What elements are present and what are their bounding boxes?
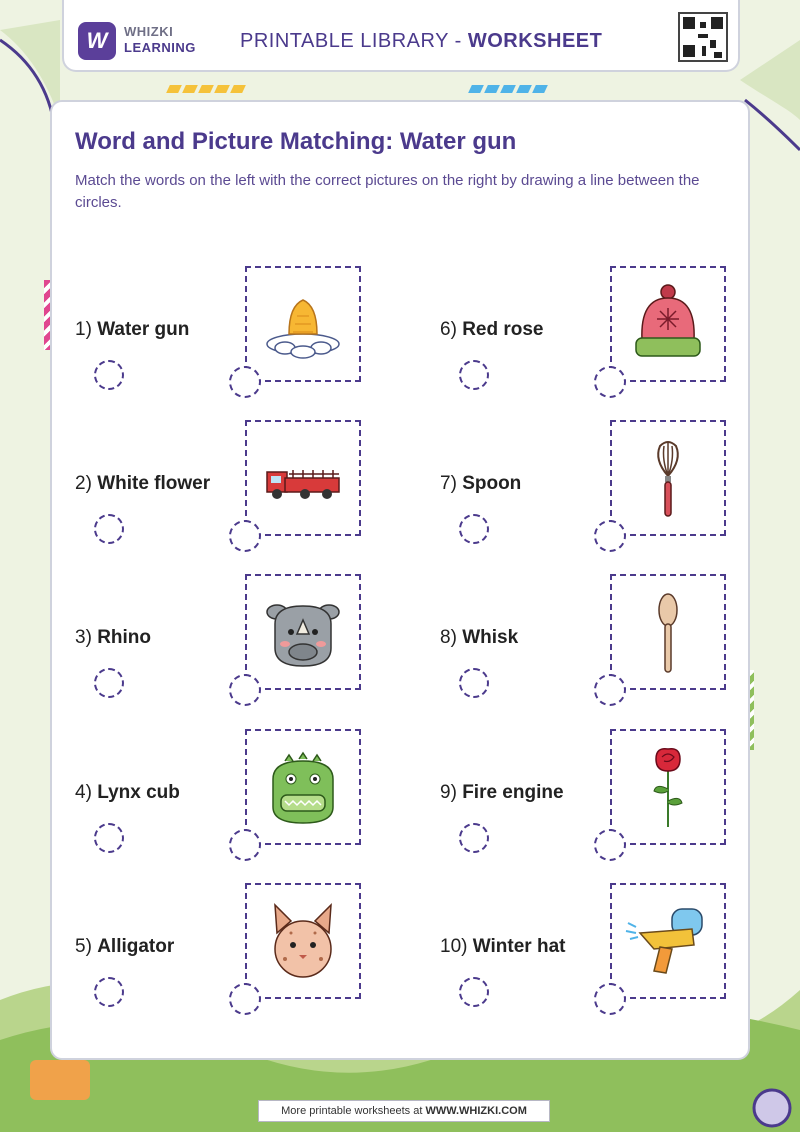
blue-stripes: [470, 80, 550, 90]
item-number: 3): [75, 627, 92, 648]
item-word: Red rose: [462, 319, 544, 340]
word-circle-10[interactable]: [459, 977, 489, 1007]
item-word: Spoon: [462, 473, 522, 494]
qr-code-icon: [678, 12, 728, 62]
picture-circle-7[interactable]: [594, 520, 626, 552]
word-circle-8[interactable]: [459, 668, 489, 698]
daisy-flower-icon: [255, 276, 351, 372]
picture-box-lynx-cub: [245, 883, 361, 999]
picture-circle-4[interactable]: [229, 829, 261, 861]
whisk-icon: [620, 430, 716, 526]
picture-box-red-rose: [610, 729, 726, 845]
worksheet-instructions: Match the words on the left with the correct pictures on the right by drawing a line between the circles.: [75, 172, 700, 211]
picture-box-daisy: [245, 266, 361, 382]
item-word: Rhino: [97, 627, 152, 648]
brand-name: [124, 24, 196, 56]
item-word: Water gun: [97, 319, 190, 340]
word-item-5: [75, 936, 174, 958]
red-rose-icon: [620, 739, 716, 835]
winter-hat-icon: [620, 276, 716, 372]
picture-box-water-gun: [610, 883, 726, 999]
picture-circle-1[interactable]: [229, 366, 261, 398]
item-word: Whisk: [462, 627, 519, 648]
item-number: 10): [440, 936, 468, 957]
footer-link[interactable]: WWW.WHIZKI.COM: [425, 1105, 527, 1117]
word-circle-3[interactable]: [94, 668, 124, 698]
word-circle-7[interactable]: [459, 514, 489, 544]
brand-bottom: LEARNING: [124, 40, 196, 55]
item-word: Winter hat: [472, 936, 566, 957]
picture-box-rhino: [245, 574, 361, 690]
word-circle-5[interactable]: [94, 977, 124, 1007]
word-item-4: [75, 782, 180, 804]
yellow-stripes: [168, 80, 248, 90]
word-item-8: [440, 627, 518, 649]
word-item-3: [75, 627, 151, 649]
word-circle-1[interactable]: [94, 360, 124, 390]
item-number: 2): [75, 473, 92, 494]
item-word: Lynx cub: [97, 782, 180, 803]
lynx-cub-icon: [255, 893, 351, 989]
header-title-bold: WORKSHEET: [467, 30, 603, 52]
picture-circle-10[interactable]: [594, 983, 626, 1015]
item-number: 6): [440, 319, 457, 340]
item-number: 4): [75, 782, 92, 803]
picture-circle-9[interactable]: [594, 829, 626, 861]
fire-engine-icon: [255, 430, 351, 526]
item-word: White flower: [97, 473, 211, 494]
spoon-icon: [620, 584, 716, 680]
picture-circle-2[interactable]: [229, 520, 261, 552]
item-word: Fire engine: [462, 782, 564, 803]
picture-circle-6[interactable]: [594, 366, 626, 398]
header-title: [240, 30, 602, 53]
item-number: 8): [440, 627, 457, 648]
word-item-6: [440, 319, 544, 341]
header-title-regular: PRINTABLE LIBRARY -: [240, 30, 468, 52]
picture-box-alligator: [245, 729, 361, 845]
footer-text: More printable worksheets at: [281, 1105, 426, 1117]
picture-circle-5[interactable]: [229, 983, 261, 1015]
word-circle-9[interactable]: [459, 823, 489, 853]
word-item-1: [75, 319, 189, 341]
word-circle-2[interactable]: [94, 514, 124, 544]
word-item-9: [440, 782, 564, 804]
item-number: 1): [75, 319, 92, 340]
page-header: [62, 0, 740, 72]
picture-box-fire-engine: [245, 420, 361, 536]
word-circle-4[interactable]: [94, 823, 124, 853]
word-circle-6[interactable]: [459, 360, 489, 390]
logo-letter: W: [86, 28, 108, 53]
footer-banner: [258, 1100, 550, 1122]
item-number: 5): [75, 936, 92, 957]
picture-box-spoon: [610, 574, 726, 690]
item-number: 7): [440, 473, 457, 494]
item-number: 9): [440, 782, 457, 803]
brand-top: WHIZKI: [124, 24, 174, 39]
rhino-icon: [255, 584, 351, 680]
word-item-10: [440, 936, 565, 958]
picture-box-whisk: [610, 420, 726, 536]
word-item-7: [440, 473, 521, 495]
picture-circle-8[interactable]: [594, 674, 626, 706]
picture-circle-3[interactable]: [229, 674, 261, 706]
worksheet-title: Word and Picture Matching: Water gun: [75, 128, 517, 155]
item-word: Alligator: [97, 936, 175, 957]
whizki-logo: [78, 22, 116, 60]
picture-box-winter-hat: [610, 266, 726, 382]
word-item-2: [75, 473, 210, 495]
alligator-icon: [255, 739, 351, 835]
water-gun-icon: [620, 893, 716, 989]
